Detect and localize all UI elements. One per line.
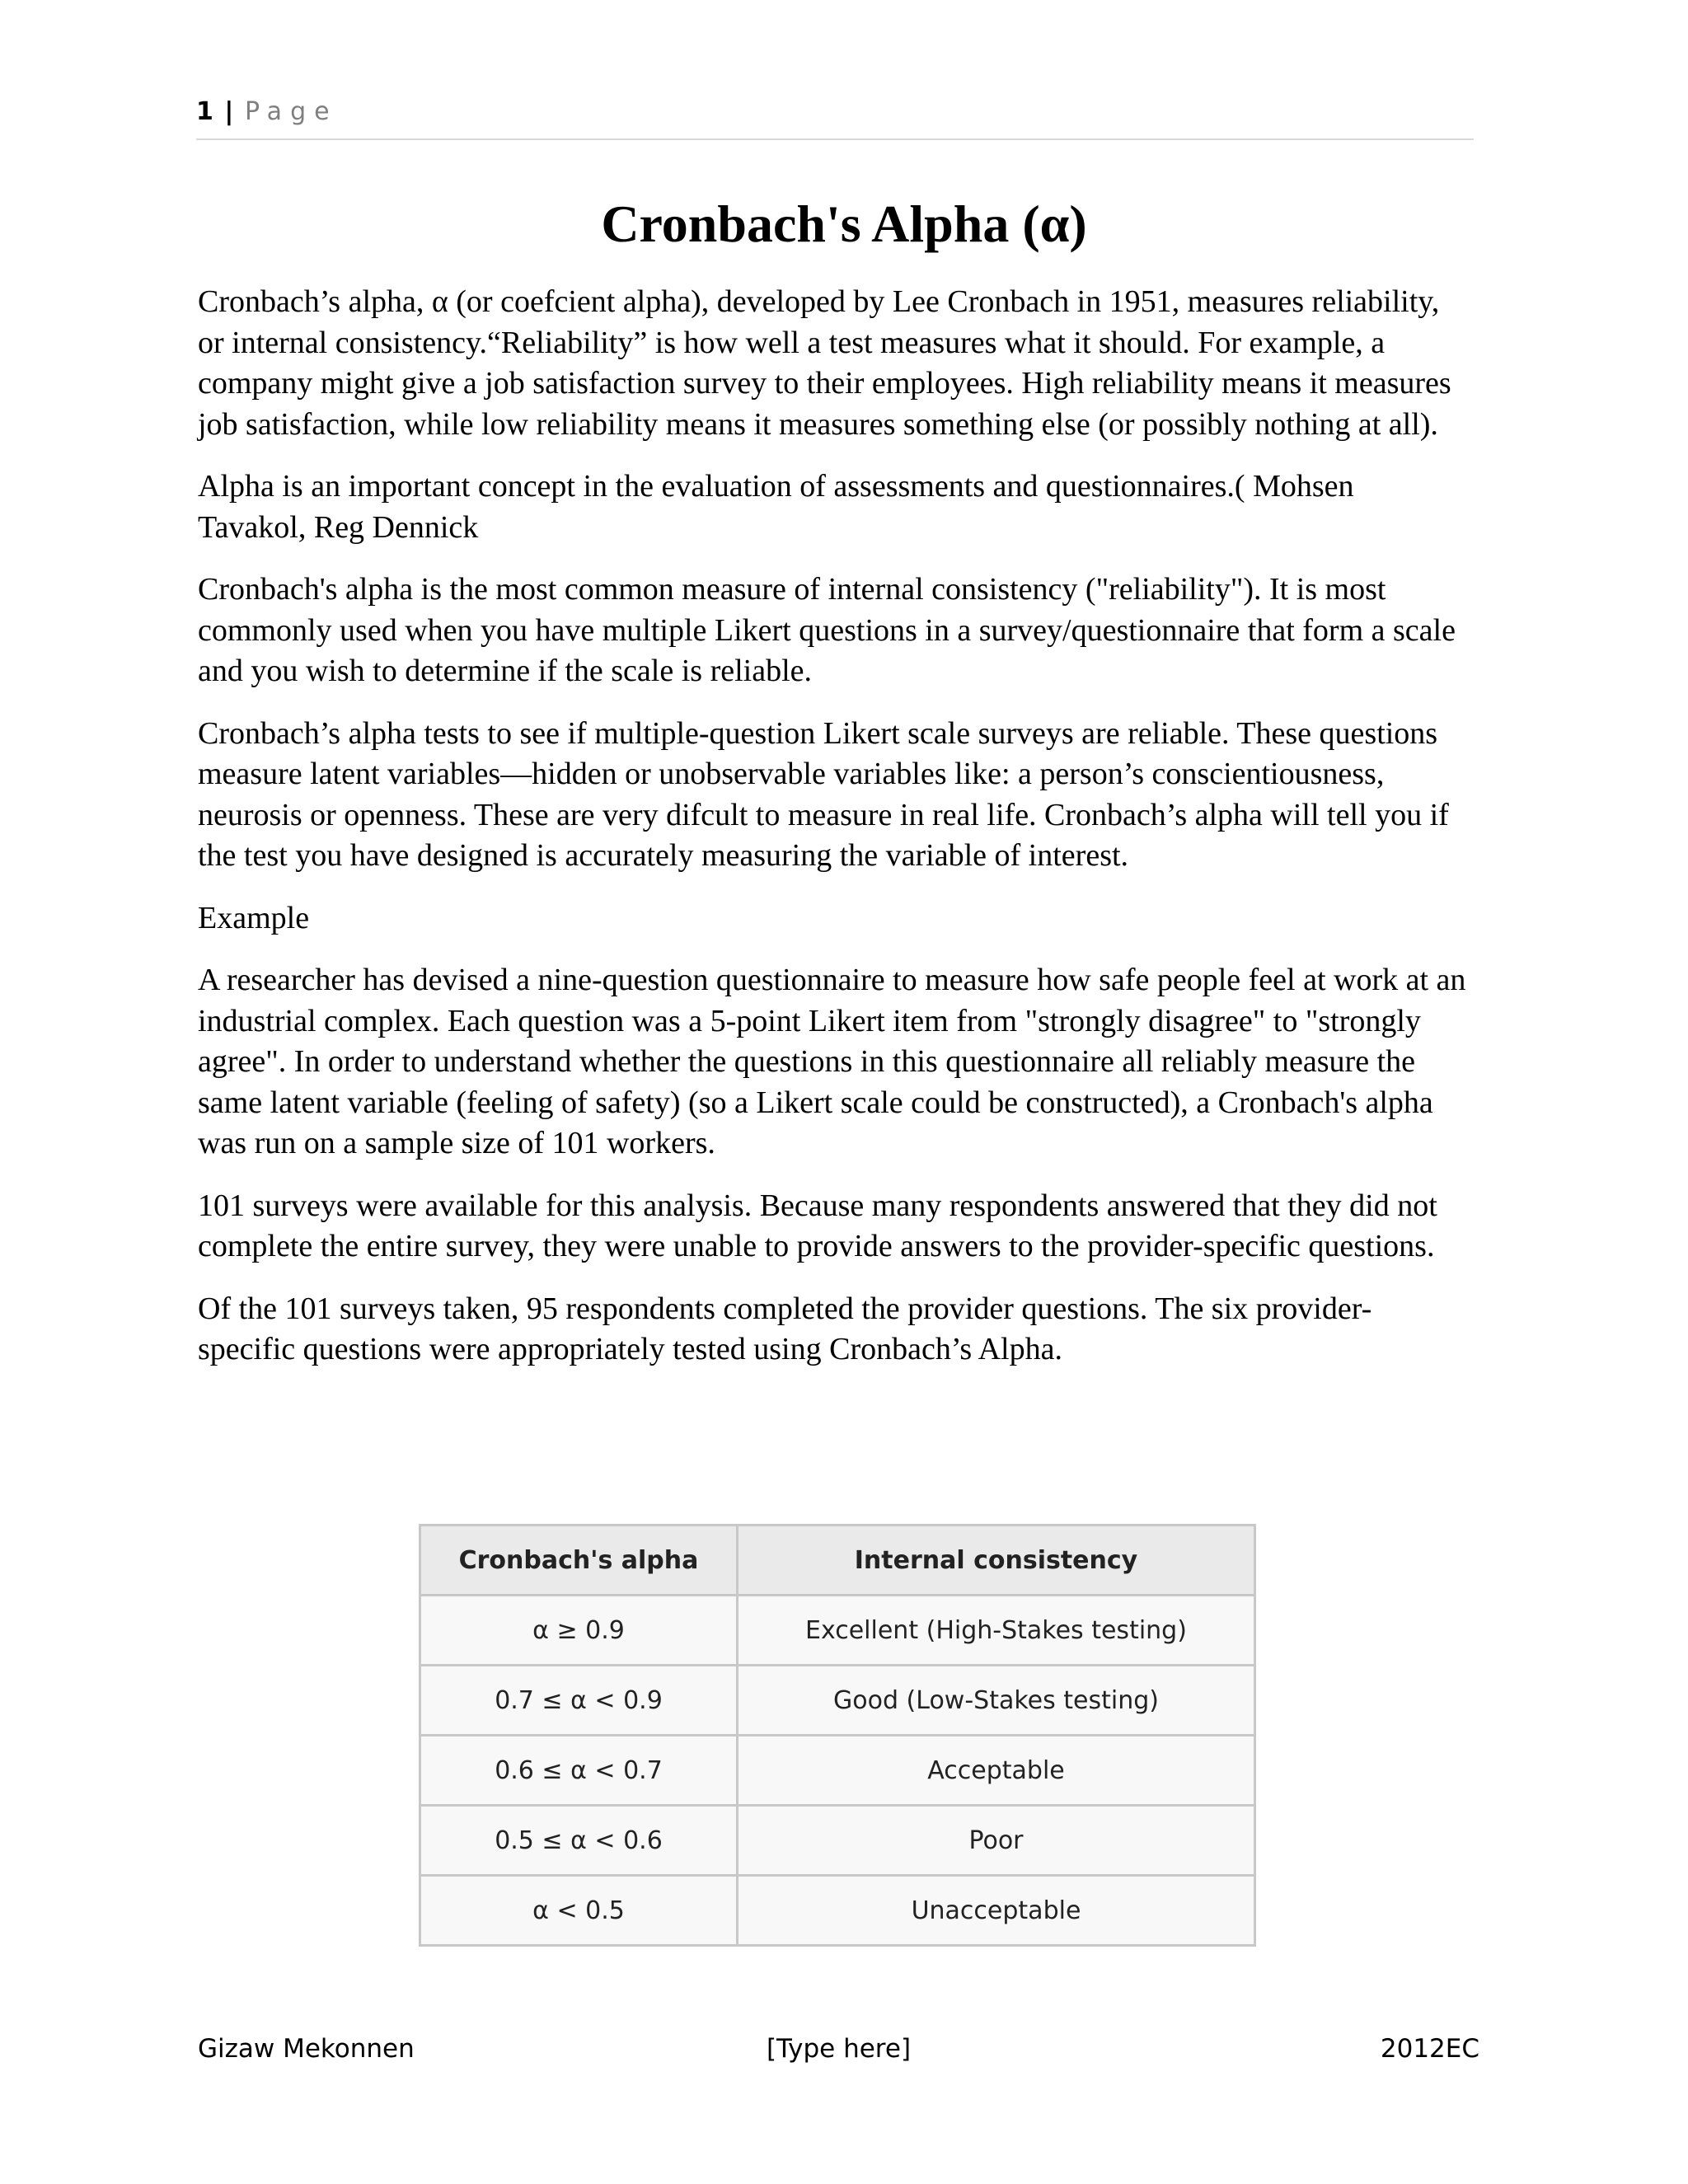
alpha-range-cell: 0.6 ≤ α < 0.7 (420, 1736, 738, 1806)
footer-placeholder: [Type here] (766, 2034, 912, 2064)
alpha-range-cell: 0.7 ≤ α < 0.9 (420, 1666, 738, 1736)
paragraph-surveys: 101 surveys were available for this analysis. Because many respondents answered that they did not complete the entire survey, they were unable to provide answers to the provider-specific questions. (198, 1188, 1437, 1263)
paragraph-importance: Alpha is an important concept in the evaluation of assessments and questionnaires.( Mohsen Tavakol, Reg Dennick (198, 469, 1354, 545)
consistency-cell: Good (Low-Stakes testing) (738, 1666, 1255, 1736)
table-row (420, 1736, 1255, 1806)
consistency-cell: Acceptable (738, 1736, 1255, 1806)
paragraph-common-measure: Cronbach's alpha is the most common measure of internal consistency ("reliability"). It is most commonly used when you have multiple Likert questions in a survey/questionnaire that form a scale and you wish to determine if the scale is reliable. (198, 572, 1456, 688)
document-title: Cronbach's Alpha (α) (601, 194, 1087, 253)
consistency-cell: Excellent (High-Stakes testing) (738, 1596, 1255, 1666)
paragraph-results: Of the 101 surveys taken, 95 respondents completed the provider questions. The six provider-specific questions were appropriately tested using Cronbach’s Alpha. (198, 1291, 1372, 1366)
column-header-consistency: Internal consistency (738, 1526, 1255, 1596)
table-row (420, 1876, 1255, 1946)
paragraph-latent-variables: Cronbach’s alpha tests to see if multiple-question Likert scale surveys are reliable. These questions measure latent variables—hidden or unobservable variables like: a person’s conscientiousness, neurosis or openness. These are very difcult to measure in real life. Cronbach’s alpha will tell you if the test you have designed is accurately measuring the variable of interest. (198, 715, 1449, 873)
table-header-row (420, 1526, 1255, 1596)
page-label: Page (244, 97, 338, 126)
paragraph-example: A researcher has devised a nine-question questionnaire to measure how safe people feel at work at an industrial complex. Each question was a 5-point Likert item from "strongly disagree" to "strongly agree". In order to understand whether the questions in this questionnaire all reliably measure the same latent variable (feeling of safety) (so a Likert scale could be constructed), a Cronbach's alpha was run on a sample size of 101 workers. (198, 963, 1466, 1160)
consistency-cell: Poor (738, 1806, 1255, 1876)
alpha-table-container (419, 1524, 1256, 1947)
page-header (196, 97, 1474, 140)
alpha-range-cell: 0.5 ≤ α < 0.6 (420, 1806, 738, 1876)
paragraph-example-heading: Example (198, 900, 310, 935)
footer-year: 2012EC (1380, 2034, 1479, 2064)
table-row (420, 1666, 1255, 1736)
document-body (198, 282, 1467, 1392)
table-row (420, 1806, 1255, 1876)
paragraph-definition: Cronbach’s alpha, α (or coefcient alpha), developed by Lee Cronbach in 1951, measures reliability, or internal consistency.“Reliability” is how well a test measures what it should. For example, a company might give a job satisfaction survey to their employees. High reliability means it measures job satisfaction, while low reliability means it measures something else (or possibly nothing at all). (198, 284, 1451, 442)
header-separator: | (224, 97, 234, 126)
page-footer (198, 2034, 1479, 2070)
alpha-table (419, 1524, 1256, 1947)
table-row (420, 1596, 1255, 1666)
footer-author: Gizaw Mekonnen (198, 2034, 415, 2064)
page-number: 1 (196, 97, 213, 126)
alpha-range-cell: α < 0.5 (420, 1876, 738, 1946)
consistency-cell: Unacceptable (738, 1876, 1255, 1946)
column-header-alpha: Cronbach's alpha (420, 1526, 738, 1596)
alpha-range-cell: α ≥ 0.9 (420, 1596, 738, 1666)
